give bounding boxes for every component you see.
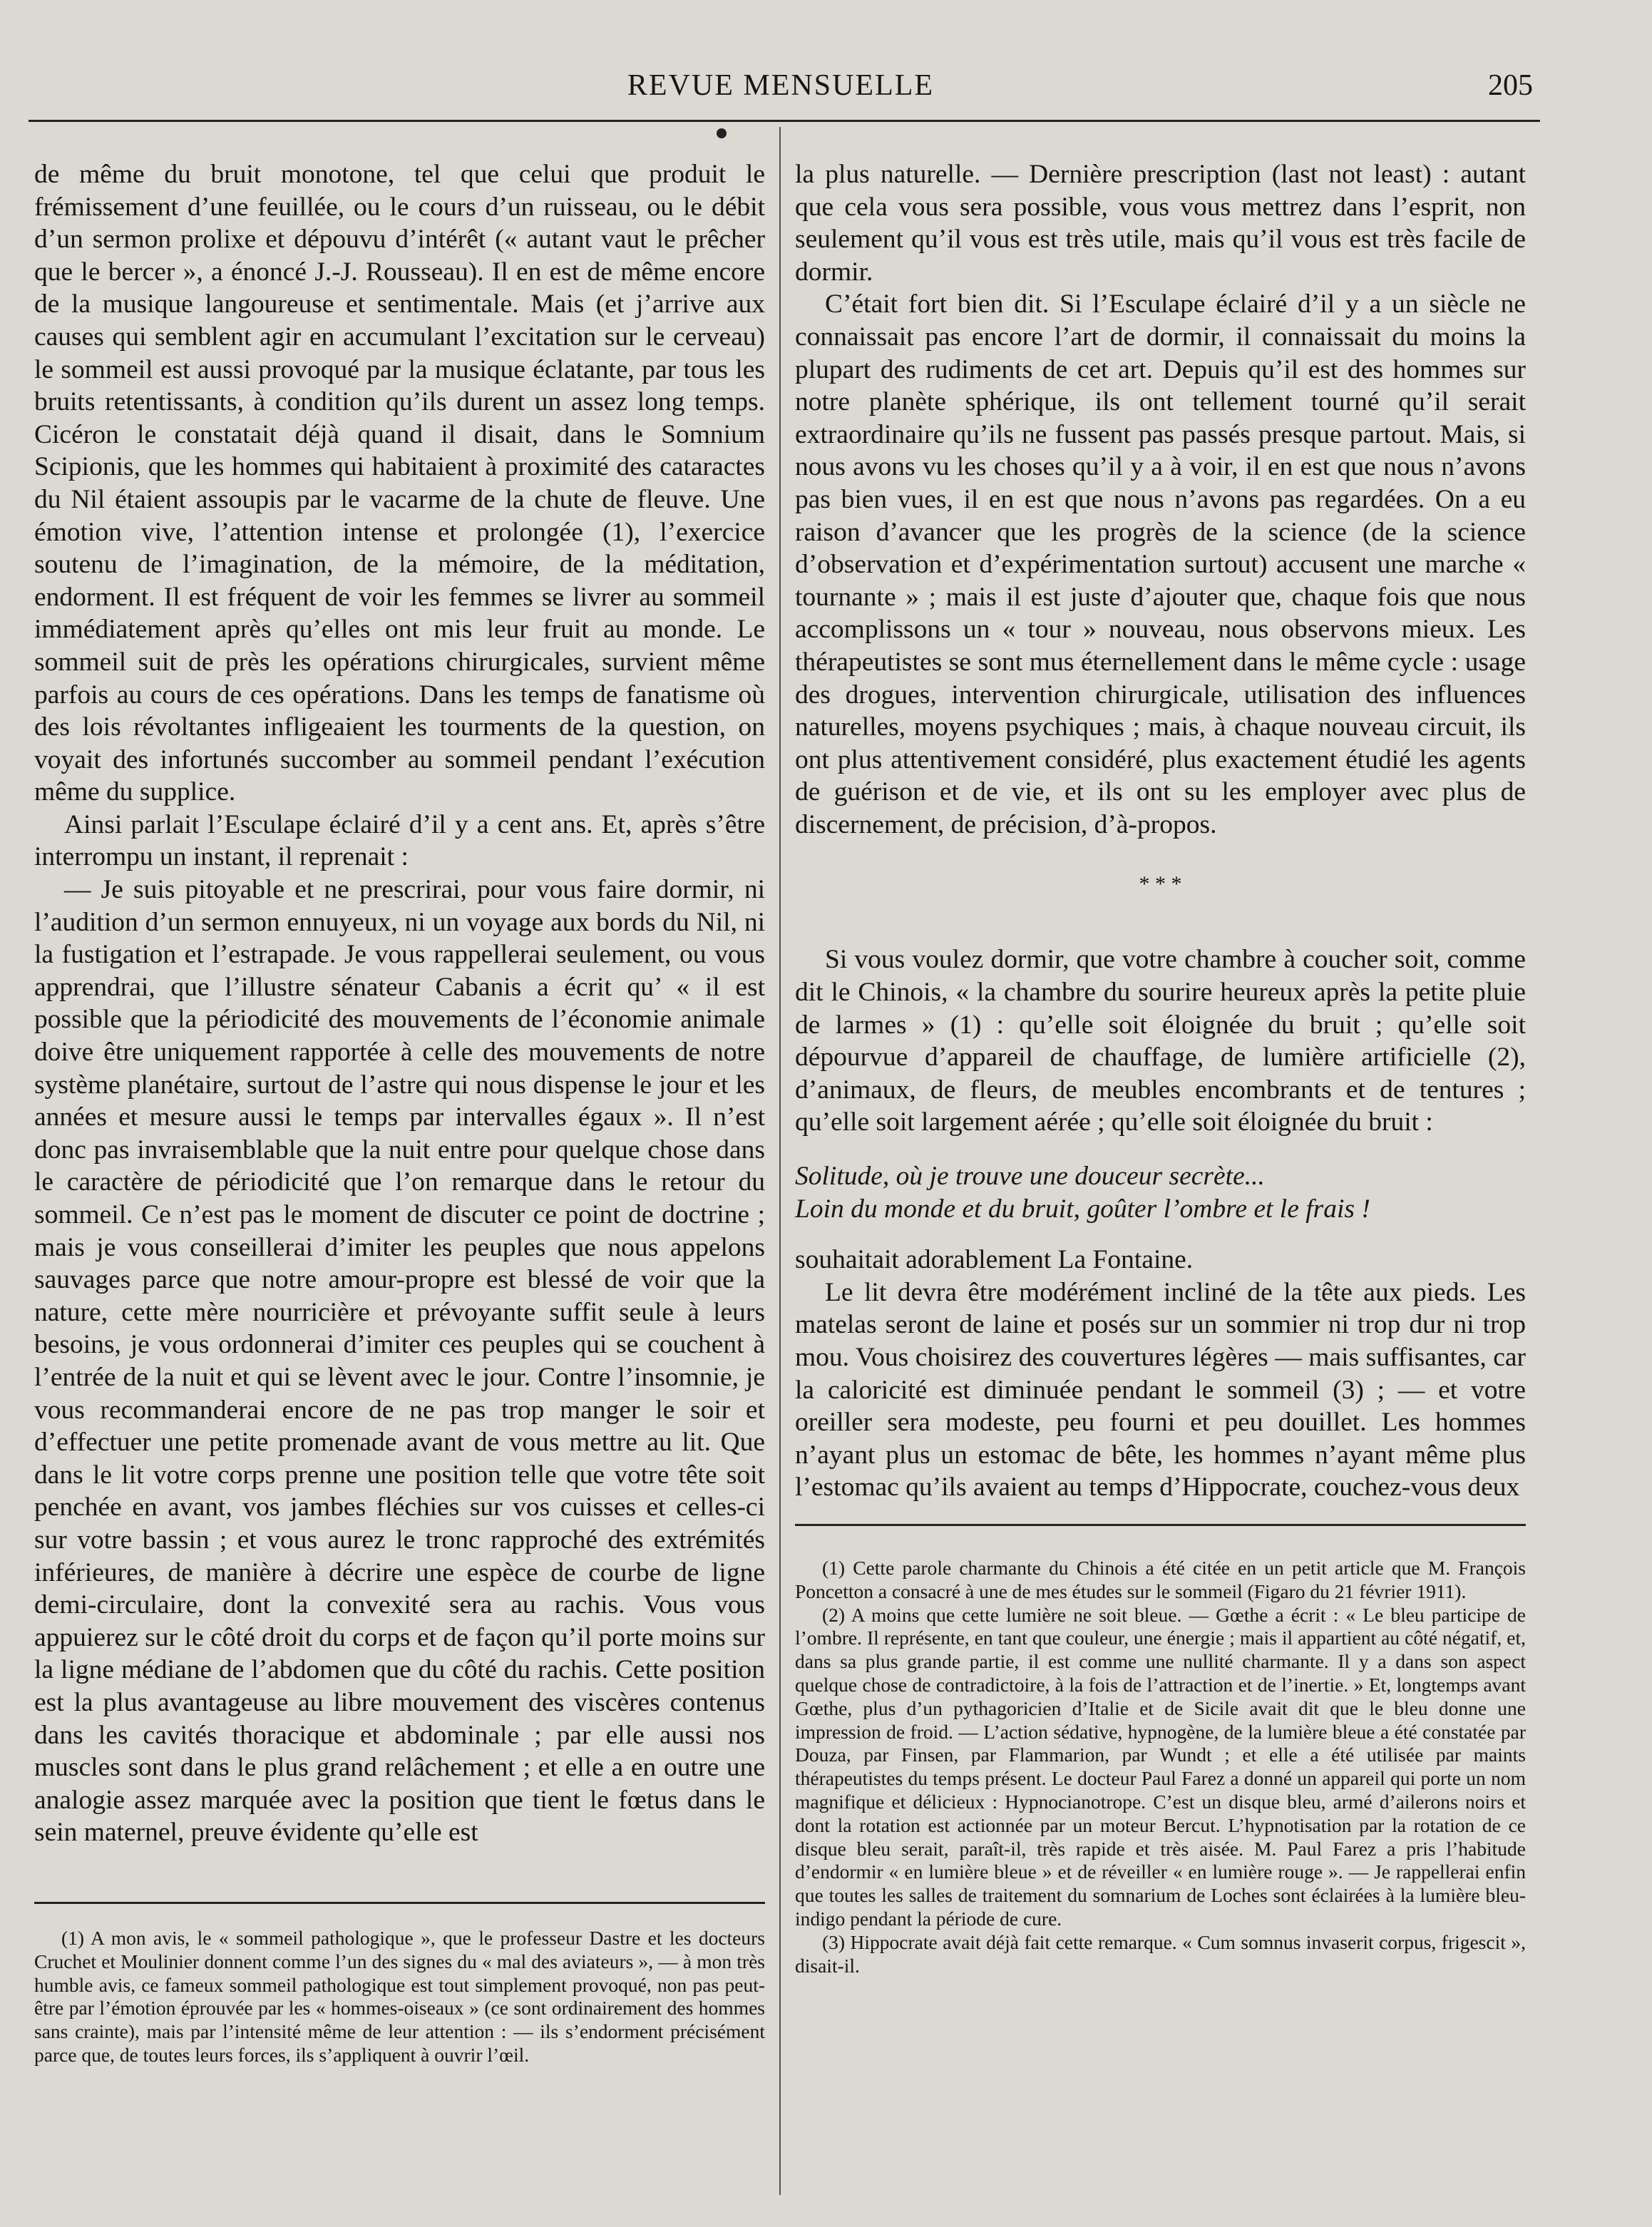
- paragraph: — Je suis pitoyable et ne prescrirai, pour vous faire dormir, ni l’audition d’un sermon ennuyeux, ni un voyage aux bords du Nil, ni la fustigation et l’estrapade. Je vous rappellerai seulement, ou vous apprendrai, que l’illustre sénateur Cabanis a écrit qu’ « il est possible que la périodicité des mouvements de l’économie animale doive être uniquement rapportée à celle des mouvements de notre système planétaire, surtout de l’astre qui nous dispense le jour et les années et mesure aussi le temps par intervalles égaux ». Il n’est donc pas invraisemblable que la nuit entre pour quelque chose dans le caractère de périodicité que l’on remarque dans le retour du sommeil. Ce n’est pas le moment de discuter ce point de doctrine ; mais je vous conseillerai d’imiter les peuples que nous appelons sauvages parce que notre amour-propre est blessé de voir que la nature, cette mère nourricière et prévoyante suffit seule à leurs besoins, je vous ordonnerai d’imiter ces peuples qui se couchent à l’entrée de la nuit et qui se lèvent avec le jour. Contre l’insomnie, je vous recommanderai encore de ne pas trop manger le soir et d’effectuer une petite promenade avant de vous mettre au lit. Que dans le lit votre corps prenne une position telle que votre tête soit penchée en avant, vos jambes fléchies sur vos cuisses et celles-ci sur votre bassin ; et vous aurez le tronc rapproché des extrémités inférieures, de manière à décrire une espèce de courbe de ligne demi-circulaire, dont la convexité sera au rachis. Vous vous appuierez sur le côté droit du corps et de façon qu’il porte moins sur la ligne médiane de l’abdomen que du côté du rachis. Cette position est la plus avantageuse au libre mouvement des viscères contenus dans les cavités thoracique et abdominale ; par elle aussi nos muscles sont dans le plus grand relâchement ; et elle a en outre une analogie assez marquée avec la position que tient le fœtus dans le sein maternel, preuve évidente qu’elle est: [34, 875, 765, 1848]
- footnote: (1) Cette parole charmante du Chinois a été citée en un petit article que M. François Poncetton a consacré à une de mes études sur le sommeil (Figaro du 21 février 1911).: [795, 1557, 1526, 1602]
- right-footnotes: [795, 1557, 1526, 1977]
- verse-line: Loin du monde et du bruit, goûter l’ombre et le frais !: [795, 1194, 1370, 1224]
- paragraph: Le lit devra être modérément incliné de la tête aux pieds. Les matelas seront de laine et posés sur un sommier ni trop dur ni trop mou. Vous choisirez des couvertures légères — mais suffisantes, car la caloricité est diminuée pendant le sommeil (3) ; — et votre oreiller sera modeste, peu fourni et peu douillet. Les hommes n’ayant plus un estomac de bête, les hommes n’ayant même plus l’estomac qu’ils avaient au temps d’Hippocrate, couchez-vous deux: [795, 1277, 1526, 1502]
- footnote-rule-left: [34, 1902, 765, 1904]
- paragraph: Si vous voulez dormir, que votre chambre à coucher soit, comme dit le Chinois, « la chambre du sourire heureux après la petite pluie de larmes » (1) : qu’elle soit éloignée du bruit ; qu’elle soit dépourvue d’appareil de chauffage, de lumière artificielle (2), d’animaux, de fleurs, de meubles encombrants et de tentures ; qu’elle soit largement aérée ; qu’elle soit éloignée du bruit :: [795, 945, 1526, 1137]
- footnote: (3) Hippocrate avait déjà fait cette remarque. « Cum somnus invaserit corpus, frigescit », disait-il.: [795, 1930, 1526, 1977]
- verse-line: Solitude, où je trouve une douceur secrète...: [795, 1162, 1265, 1192]
- paragraph: Ainsi parlait l’Esculape éclairé d’il y a cent ans. Et, après s’être interrompu un instant, il reprenait :: [34, 809, 765, 872]
- left-column: [34, 158, 765, 1849]
- paragraph: la plus naturelle. — Dernière prescription (last not least) : autant que cela vous sera possible, vous vous mettrez dans l’esprit, non seulement qu’il vous est très utile, mais qu’il vous est très facile de dormir.: [795, 160, 1526, 287]
- header-ornament: [717, 128, 727, 138]
- verse-quote: [795, 1160, 1526, 1225]
- left-footnotes: [34, 1927, 765, 2067]
- paragraph: C’était fort bien dit. Si l’Esculape éclairé d’il y a un siècle ne connaissait pas encore l’art de dormir, il connaissait du moins la plupart des rudiments de cet art. Depuis qu’il est des hommes sur notre planète sphérique, ils ont tellement tourné qu’il serait extraordinaire qu’ils ne fussent pas passés presque partout. Mais, si nous avons vu les choses qu’il y a à voir, il en est que nous n’avons pas bien vues, il en est que nous n’avons pas regardées. On a eu raison d’avancer que les progrès de la science (de la science d’observation et d’expérimentation surtout) accusent une marche « tournante » ; mais il est juste d’ajouter que, chaque fois que nous accomplissons un « tour » nouveau, nous observons mieux. Les thérapeutistes se sont mus éternellement dans le même cycle : usage des drogues, intervention chirurgicale, utilisation des influences naturelles, moyens psychiques ; mais, à chaque nouveau circuit, ils ont plus attentivement considéré, plus exactement étudié les agents de guérison et de vie, et ils ont su les employer avec plus de discernement, de précision, d’à-propos.: [795, 290, 1526, 839]
- section-separator: * * *: [1139, 872, 1182, 896]
- footnote: (1) A mon avis, le « sommeil pathologique », que le professeur Dastre et les docteurs Cruchet et Moulinier donnent comme l’un des signes du « mal des aviateurs », — à mon très humble avis, ce fameux sommeil pathologique est tout simplement provoqué, non pas peut-être par l’émotion éprouvée par les « hommes-oiseaux » (ce sont ordinairement des hommes sans crainte), mais par l’intensité même de leur attention : — ils s’endorment précisément parce que, de toutes leurs forces, ils s’appliquent à ouvrir l’œil.: [34, 1927, 765, 2066]
- running-header: [29, 68, 1533, 111]
- footnote-rule-right: [795, 1524, 1526, 1526]
- page-number: 205: [1488, 69, 1533, 102]
- header-rule: [29, 120, 1540, 122]
- paragraph: de même du bruit monotone, tel que celui que produit le frémissement d’une feuillée, ou le cours d’un ruisseau, ou le débit d’un sermon prolixe et dépouvu d’intérêt (« autant vaut le prêcher que le bercer », a énoncé J.-J. Rousseau). Il en est de même encore de la musique langoureuse et sentimentale. Mais (et j’arrive aux causes qui semblent agir en accumulant l’excitation sur le cerveau) le sommeil est aussi provoqué par la musique éclatante, par tous les bruits retentissants, à condition qu’ils durent un assez long temps. Cicéron le constatait déjà quand il disait, dans le Somnium Scipionis, que les hommes qui habitaient à proximité des cataractes du Nil étaient assoupis par le vacarme de la chute de fleuve. Une émotion vive, l’attention intense et prolongée (1), l’exercice soutenu de l’imagination, de la mémoire, de la méditation, endorment. Il est fréquent de voir les femmes se livrer au sommeil immédiatement après qu’elles ont mis leur fruit au monde. Le sommeil suit de près les opérations chirurgicales, survient même parfois au cours de ces opérations. Dans les temps de fanatisme où des lois révoltantes infligeaient les tourments de la question, on voyait des infortunés succomber au sommeil pendant l’exécution même du supplice.: [34, 160, 765, 807]
- column-divider: [779, 127, 781, 2195]
- footnote: (2) A moins que cette lumière ne soit bleue. — Gœthe a écrit : « Le bleu participe de l’ombre. Il représente, en tant que couleur, une énergie ; mais il appartient au côté négatif, et, dans sa plus grande partie, il est comme une nullité charmante. Il y a dans son aspect quelque chose de contradictoire, à la fois de l’attraction et de l’inertie. » Et, longtemps avant Gœthe, plus d’un pythagoricien d’Italie et de Sicile avait dit que le bleu donne une impression de froid. — L’action sédative, hypnogène, de la lumière bleue a été constatée par Douza, par Finsen, par Flammarion, par Wundt ; et elle a été utilisée par maints thérapeutistes du temps présent. Le docteur Paul Farez a donné un appareil qui porte un nom magnifique et délicieux : Hypnocianotrope. C’est un disque bleu, armé d’ailerons noirs et dont la rotation est actionnée par un moteur Bercut. L’hypnotisation par la rotation de ce disque bleu serait, paraît-il, très rapide et très aisée. M. Paul Farez a pris l’habitude d’endormir « en lumière bleue » et de réveiller « en lumière rouge ». — Je rappellerai enfin que toutes les salles de traitement du somnarium de Loches sont éclairées à la lumière bleu-indigo pendant la période de cure.: [795, 1603, 1526, 1930]
- journal-title: REVUE MENSUELLE: [627, 69, 935, 102]
- paragraph: souhaitait adorablement La Fontaine.: [795, 1245, 1194, 1275]
- right-column: [795, 158, 1526, 1504]
